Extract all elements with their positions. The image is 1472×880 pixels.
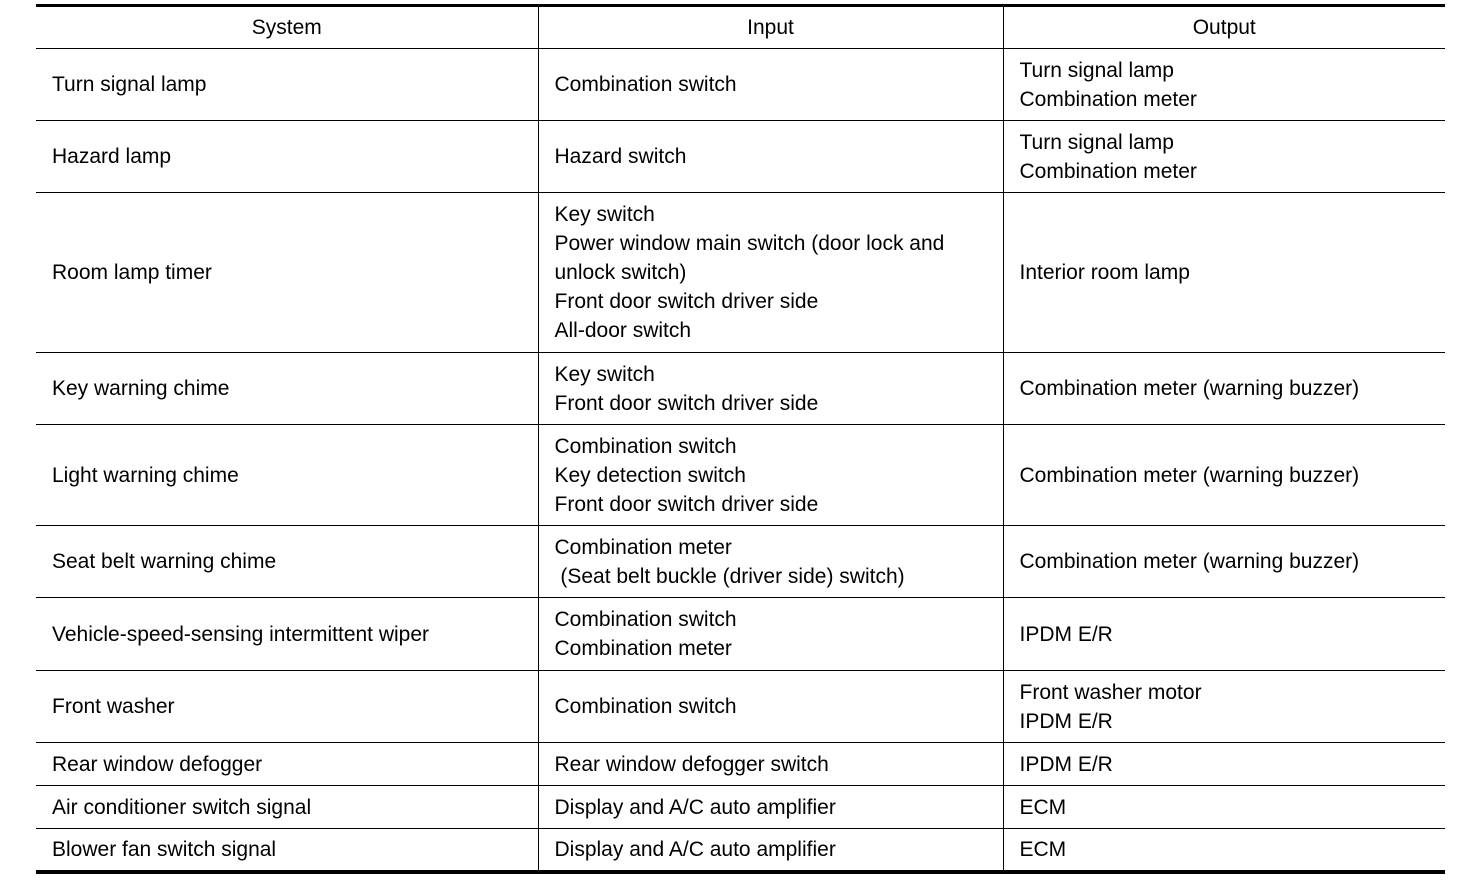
output-line: Combination meter — [1019, 87, 1197, 111]
system-cell — [36, 49, 538, 121]
table-row — [36, 121, 1445, 193]
system-cell — [36, 786, 538, 829]
output-cell — [1003, 671, 1445, 743]
output-line: Front washer motor — [1019, 680, 1202, 704]
column-header-system: System — [251, 16, 322, 39]
system-cell — [36, 353, 538, 425]
output-cell — [1003, 353, 1445, 425]
table-row — [36, 49, 1445, 121]
system-name: Vehicle-speed-sensing intermittent wiper — [52, 622, 430, 646]
input-line: Combination switch — [554, 434, 737, 458]
input-line: Hazard switch — [554, 145, 687, 168]
output-cell — [1003, 743, 1445, 786]
system-cell — [36, 526, 538, 598]
input-line: Key switch — [554, 203, 655, 226]
input-cell — [538, 353, 1003, 425]
table-row — [36, 353, 1445, 425]
table-row — [36, 743, 1445, 786]
output-line: Combination meter (warning buzzer) — [1019, 463, 1360, 487]
system-name: Blower fan switch signal — [52, 837, 277, 861]
output-cell — [1003, 526, 1445, 598]
system-cell — [36, 671, 538, 743]
input-cell — [538, 121, 1003, 193]
input-cell — [538, 786, 1003, 829]
input-line: Front door switch driver side — [554, 492, 819, 516]
system-name: Key warning chime — [52, 377, 230, 400]
input-line: Combination meter — [554, 637, 732, 660]
output-line: Combination meter (warning buzzer) — [1019, 550, 1360, 573]
output-line: ECM — [1019, 795, 1067, 819]
system-name: Room lamp timer — [52, 261, 212, 284]
system-name: Rear window defogger — [52, 752, 263, 776]
input-line: Combination switch — [554, 73, 737, 96]
output-line: IPDM E/R — [1019, 752, 1113, 776]
table-row — [36, 829, 1445, 872]
system-cell — [36, 829, 538, 872]
system-cell — [36, 743, 538, 786]
output-line: ECM — [1019, 837, 1067, 861]
table-header-row — [36, 6, 1445, 49]
input-cell — [538, 671, 1003, 743]
table-row — [36, 425, 1445, 526]
input-line: Power window main switch (door lock and — [554, 232, 945, 255]
input-line: Display and A/C auto amplifier — [554, 837, 836, 861]
system-name: Light warning chime — [52, 463, 239, 487]
input-line: unlock switch) — [554, 261, 687, 284]
column-header-output: Output — [1003, 6, 1445, 49]
output-line: IPDM E/R — [1019, 709, 1113, 733]
output-line: Combination meter (warning buzzer) — [1019, 377, 1360, 400]
input-cell — [538, 598, 1003, 671]
system-cell — [36, 425, 538, 526]
input-line: Combination switch — [554, 695, 737, 718]
output-line: Turn signal lamp — [1019, 58, 1174, 82]
output-cell — [1003, 598, 1445, 671]
column-header-input: Input — [538, 6, 1003, 49]
input-line: Display and A/C auto amplifier — [554, 795, 836, 819]
table-row — [36, 786, 1445, 829]
table-row — [36, 598, 1445, 671]
input-cell — [538, 829, 1003, 872]
output-cell — [1003, 193, 1445, 353]
output-cell — [1003, 49, 1445, 121]
input-line: Front door switch driver side — [554, 391, 819, 415]
system-name: Turn signal lamp — [52, 73, 207, 96]
input-cell — [538, 743, 1003, 786]
table-body — [36, 49, 1445, 872]
output-line: Interior room lamp — [1019, 261, 1190, 284]
system-name: Hazard lamp — [52, 145, 172, 168]
input-line: Front door switch driver side — [554, 290, 819, 313]
input-cell — [538, 49, 1003, 121]
system-name: Air conditioner switch signal — [52, 795, 312, 819]
table-row — [36, 671, 1445, 743]
output-line: Combination meter — [1019, 159, 1197, 183]
input-line: (Seat belt buckle (driver side) switch) — [554, 564, 905, 588]
input-line: Rear window defogger switch — [554, 752, 829, 776]
system-cell — [36, 598, 538, 671]
input-line: Key switch — [554, 362, 655, 386]
input-line: Combination switch — [554, 608, 737, 631]
system-io-table — [36, 4, 1445, 874]
output-line: Turn signal lamp — [1019, 130, 1174, 154]
output-line: IPDM E/R — [1019, 622, 1113, 646]
output-cell — [1003, 425, 1445, 526]
table-row — [36, 526, 1445, 598]
output-cell — [1003, 121, 1445, 193]
system-cell — [36, 193, 538, 353]
input-line: All-door switch — [554, 319, 692, 342]
system-name: Front washer — [52, 695, 175, 718]
input-cell — [538, 425, 1003, 526]
table-row — [36, 193, 1445, 353]
input-line: Key detection switch — [554, 463, 746, 487]
input-line: Combination meter — [554, 535, 732, 559]
system-cell — [36, 121, 538, 193]
input-cell — [538, 526, 1003, 598]
output-cell — [1003, 829, 1445, 872]
output-cell — [1003, 786, 1445, 829]
input-cell — [538, 193, 1003, 353]
system-name: Seat belt warning chime — [52, 550, 277, 573]
